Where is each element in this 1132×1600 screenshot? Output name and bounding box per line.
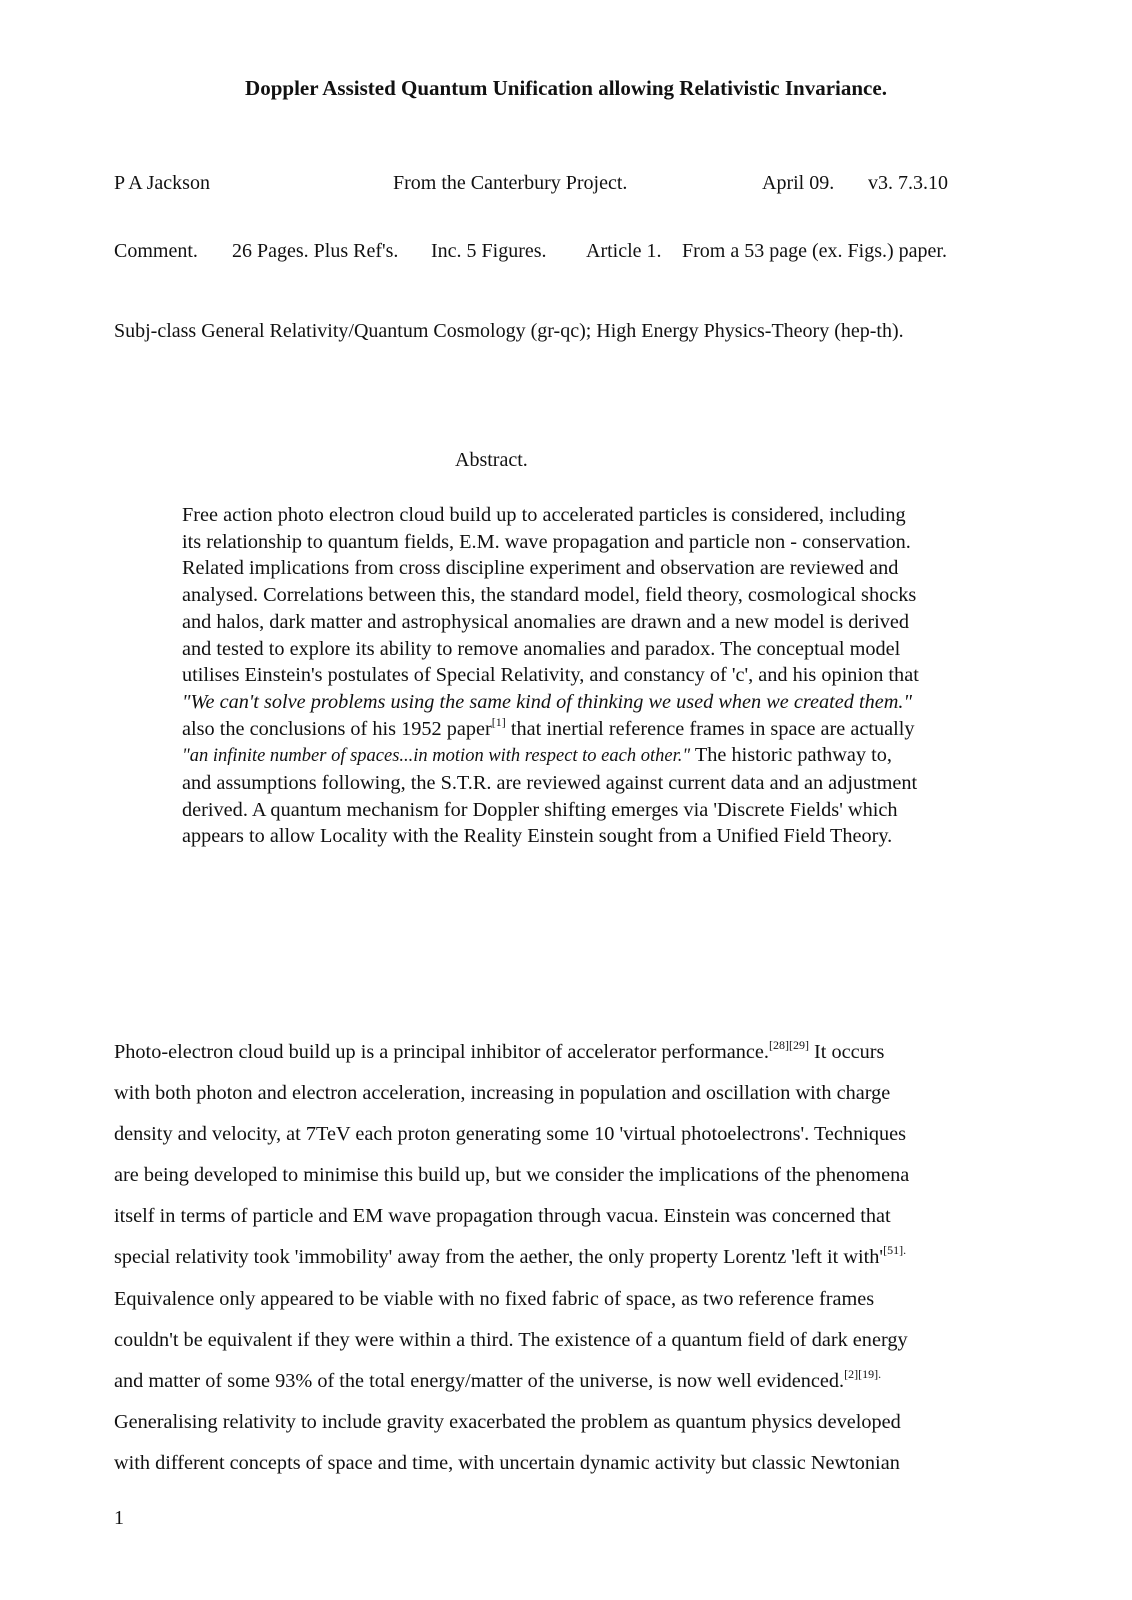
body-line-text: It occurs — [808, 1041, 885, 1063]
citation: [1] — [491, 714, 506, 729]
body-line: with both photon and electron acceleration, increasing in population and oscillation with charge — [114, 1082, 891, 1105]
body-line — [114, 1361, 1014, 1402]
page-count: 26 Pages. Plus Ref's. — [232, 240, 399, 262]
abstract-line: and assumptions following, the S.T.R. are reviewed against current data and an adjustment — [182, 772, 918, 795]
paper-title: Doppler Assisted Quantum Unification allowing Relativistic Invariance. — [245, 76, 887, 100]
date: April 09. — [762, 172, 835, 194]
abstract-heading: Abstract. — [455, 449, 528, 471]
body-line: density and velocity, at 7TeV each proton generating some 10 'virtual photoelectrons'. Techniques — [114, 1123, 907, 1146]
source-note: From a 53 page (ex. Figs.) paper. — [682, 240, 947, 262]
abstract-line-text: The historic pathway to, — [690, 744, 892, 767]
body-line: itself in terms of particle and EM wave propagation through vacua. Einstein was concerned that — [114, 1205, 891, 1228]
abstract-line: its relationship to quantum fields, E.M. wave propagation and particle non - conservation. — [182, 530, 911, 553]
body-line-text: and matter of some 93% of the total energy/matter of the universe, is now well evidenced. — [114, 1369, 845, 1392]
abstract-text — [182, 502, 1022, 850]
body-line: couldn't be equivalent if they were within a third. The existence of a quantum field of dark energy — [114, 1328, 908, 1351]
abstract-line: analysed. Correlations between this, the standard model, field theory, cosmological shocks — [182, 584, 917, 607]
abstract-line-text: that inertial reference frames in space are actually — [505, 717, 915, 740]
abstract-line: utilises Einstein's postulates of Special Relativity, and constancy of 'c', and his opinion that — [182, 664, 919, 687]
body-line — [114, 1032, 1014, 1073]
body-line-text: Photo-electron cloud build up is a principal inhibitor of accelerator performance. — [114, 1041, 769, 1063]
einstein-quote: "an infinite number of spaces...in motion with respect to each other." — [182, 746, 691, 767]
body-text — [114, 1032, 1014, 1484]
abstract-line: Free action photo electron cloud build up to accelerated particles is considered, including — [182, 504, 906, 526]
abstract-line — [182, 716, 1022, 743]
citation: [28][29] — [768, 1038, 809, 1052]
author: P A Jackson — [114, 172, 210, 194]
figure-count: Inc. 5 Figures. — [431, 240, 547, 262]
body-line — [114, 1237, 1014, 1278]
abstract-line: and halos, dark matter and astrophysical anomalies are drawn and a new model is derived — [182, 610, 910, 633]
page-number: 1 — [114, 1507, 124, 1529]
abstract-line: derived. A quantum mechanism for Doppler shifting emerges via 'Discrete Fields' which — [182, 798, 898, 821]
abstract-line: appears to allow Locality with the Reality Einstein sought from a Unified Field Theory. — [182, 825, 893, 848]
abstract-line — [182, 742, 1022, 770]
abstract-line: and tested to explore its ability to remove anomalies and paradox. The conceptual model — [182, 637, 901, 660]
body-line: with different concepts of space and time, with uncertain dynamic activity but classic Newtonian — [114, 1451, 900, 1474]
body-line: Generalising relativity to include gravity exacerbated the problem as quantum physics developed — [114, 1410, 901, 1433]
einstein-quote: "We can't solve problems using the same kind of thinking we used when we created them." — [182, 690, 912, 713]
subject-class: Subj-class General Relativity/Quantum Cosmology (gr-qc); High Energy Physics-Theory (hep-th). — [114, 320, 904, 342]
version: v3. 7.3.10 — [868, 172, 948, 194]
abstract-line: Related implications from cross discipline experiment and observation are reviewed and — [182, 557, 899, 580]
article-number: Article 1. — [586, 240, 662, 262]
body-line: Equivalence only appeared to be viable with no fixed fabric of space, as two reference frames — [114, 1287, 875, 1310]
abstract-line-text: also the conclusions of his 1952 paper — [182, 717, 492, 740]
comment-label: Comment. — [114, 240, 198, 262]
project: From the Canterbury Project. — [393, 172, 628, 194]
body-line: are being developed to minimise this build up, but we consider the implications of the phenomena — [114, 1164, 910, 1187]
citation: [51]. — [883, 1243, 907, 1258]
citation: [2][19]. — [844, 1366, 882, 1381]
body-line-text: special relativity took 'immobility' away from the aether, the only property Lorentz 'left it with' — [114, 1246, 884, 1269]
